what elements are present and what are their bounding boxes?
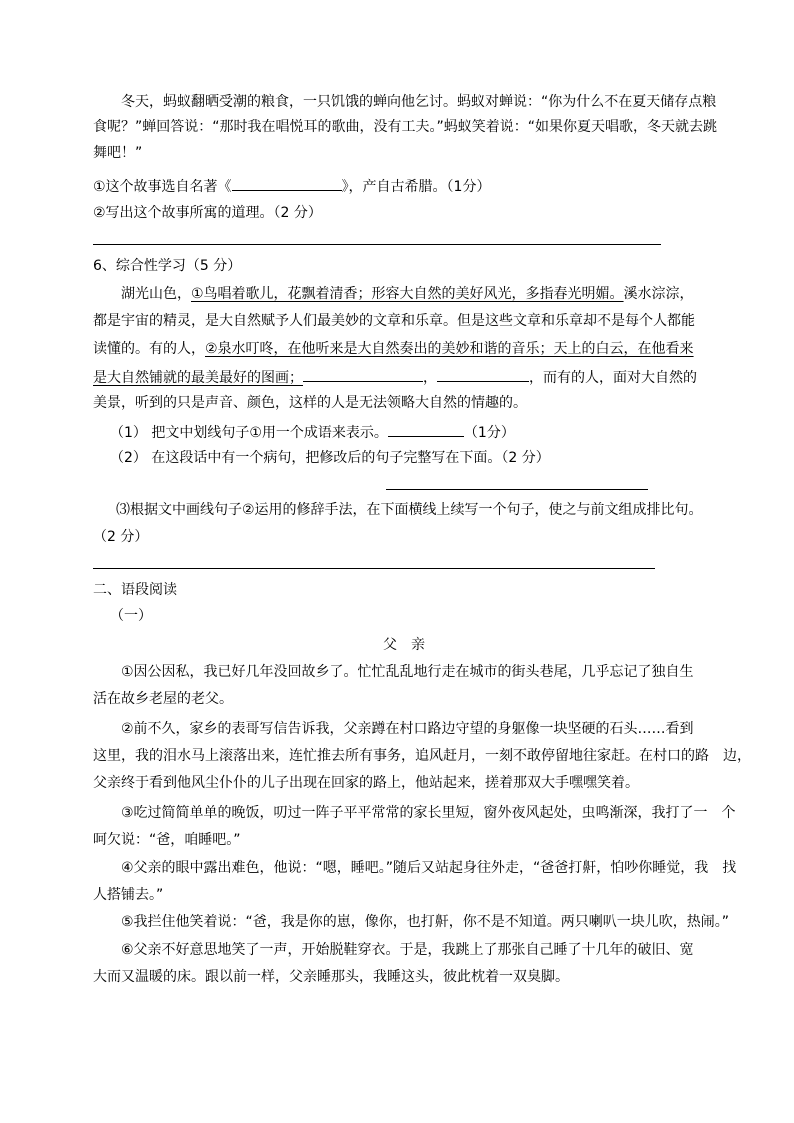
p1-start: 湖光山色， <box>121 286 191 302</box>
p1-end: 溪水淙淙， <box>623 286 694 302</box>
idiom-blank[interactable] <box>388 421 464 437</box>
fill-blank-2[interactable] <box>437 366 529 382</box>
passage-title: 父亲 <box>383 637 439 653</box>
passage-p6-line-1: ⑥父亲不好意思地笑了一声，开始脱鞋穿衣。于是，我跳上了那张自己睡了十几年的破旧、宽 <box>121 942 694 958</box>
section6-para-line-5: 美景，听到的只是声音、颜色，这样的人是无法领略大自然的情趣的。 <box>93 395 527 411</box>
book-title-blank[interactable] <box>232 175 342 191</box>
section6-para-line-1 <box>121 284 694 304</box>
section6-question-3: ⑶根据文中画线句子②运用的修辞手法，在下面横线上续写一个句子，使之与前文组成排比句。 <box>116 502 703 518</box>
passage-p6-line-2: 大而又温暖的床。跟以前一样，父亲睡那头，我睡这头，彼此枕着一双臭脚。 <box>93 969 569 985</box>
passage-p1-line-2: 活在故乡老屋的老父。 <box>93 691 233 707</box>
fable-answer-line[interactable] <box>93 244 661 245</box>
fable-line-1: 冬天，蚂蚁翻晒受潮的粮食，一只饥饿的蝉向他乞讨。蚂蚁对蝉说：“你为什么不在夏天储存点粮 <box>121 94 717 110</box>
underlined-sentence-2-part-1: ②泉水叮咚，在他听来是大自然奏出的美妙和谐的音乐；天上的白云，在他看来 <box>205 341 694 357</box>
fable-question-2: ②写出这个故事所寓的道理。（2 分） <box>93 205 322 221</box>
part2-subheading: （一） <box>110 608 152 624</box>
passage-p2-line-1: ②前不久，家乡的表哥写信告诉我，父亲蹲在村口路边守望的身躯像一块坚硬的石头……看到 <box>121 721 694 737</box>
underlined-sentence-2-part-2: 是大自然铺就的最美最好的图画； <box>93 370 303 386</box>
underlined-sentence-1: ①鸟唱着歌儿，花飘着清香；形容大自然的美好风光，多指春光明媚。 <box>191 286 624 302</box>
passage-p2-line-2: 这里，我的泪水马上滚落出来，连忙推去所有事务，追风赶月，一刻不敢停留地往家赶。在村口的路 边， <box>93 748 751 764</box>
section6-question-3-score: （2 分） <box>93 529 149 545</box>
comma: ， <box>423 370 437 386</box>
fable-q1-suffix: 》，产自古希腊。（1分） <box>341 179 491 195</box>
q3-answer-line[interactable] <box>93 568 655 569</box>
passage-p3-line-1: ③吃过简简单单的晚饭，叨过一阵子平平常常的家长里短，窗外夜风起处，虫鸣渐深，我打了一 个 <box>121 805 736 821</box>
fable-line-2: 食呢？”蝉回答说：“那时我在唱悦耳的歌曲，没有工夫。”蚂蚁笑着说：“如果你夏天唱歌，冬天就去跳 <box>93 119 718 135</box>
q1-text: （1） 把文中划线句子①用一个成语来表示。 <box>110 425 388 441</box>
section6-para-line-4 <box>93 366 697 388</box>
passage-p5: ⑤我拦住他笑着说：“爸，我是你的崽，像你，也打鼾，你不是不知道。两只喇叭一块儿吹，热闹。” <box>121 914 730 930</box>
p3-start: 读懂的。有的人， <box>93 341 205 357</box>
part2-heading: 二、语段阅读 <box>93 582 177 598</box>
passage-p2-line-3: 父亲终于看到他风尘仆仆的儿子出现在回家的路上，他站起来，搓着那双大手嘿嘿笑着。 <box>93 775 639 791</box>
fable-line-3: 舞吧！” <box>93 145 143 161</box>
passage-p3-line-2: 呵欠说：“爸，咱睡吧。” <box>93 832 241 848</box>
fable-question-1 <box>93 175 490 197</box>
section6-heading: 6、综合性学习（5 分） <box>93 258 242 274</box>
fill-blank-1[interactable] <box>303 366 423 382</box>
fable-q1-prefix: ①这个故事选自名著《 <box>93 179 232 195</box>
q1-score: （1分） <box>463 425 515 441</box>
passage-p4-line-1: ④父亲的眼中露出难色，他说：“嗯，睡吧。”随后又站起身往外走，“爸爸打鼾，怕吵你睡觉，我 找 <box>121 860 737 876</box>
section6-question-1 <box>110 421 515 443</box>
passage-p1-line-1: ①因公因私，我已好几年没回故乡了。忙忙乱乱地行走在城市的街头巷尾，几乎忘记了独自生 <box>121 664 694 680</box>
p4-end: ，而有的人，面对大自然的 <box>529 370 697 386</box>
passage-p4-line-2: 人搭铺去。” <box>93 887 164 903</box>
q2-answer-line[interactable] <box>386 489 648 490</box>
section6-para-line-3 <box>93 339 694 359</box>
section6-question-2: （2） 在这段话中有一个病句，把修改后的句子完整写在下面。（2 分） <box>110 450 550 466</box>
section6-para-line-2: 都是宇宙的精灵，是大自然赋予人们最美妙的文章和乐章。但是这些文章和乐章却不是每个人都能 <box>93 313 695 329</box>
